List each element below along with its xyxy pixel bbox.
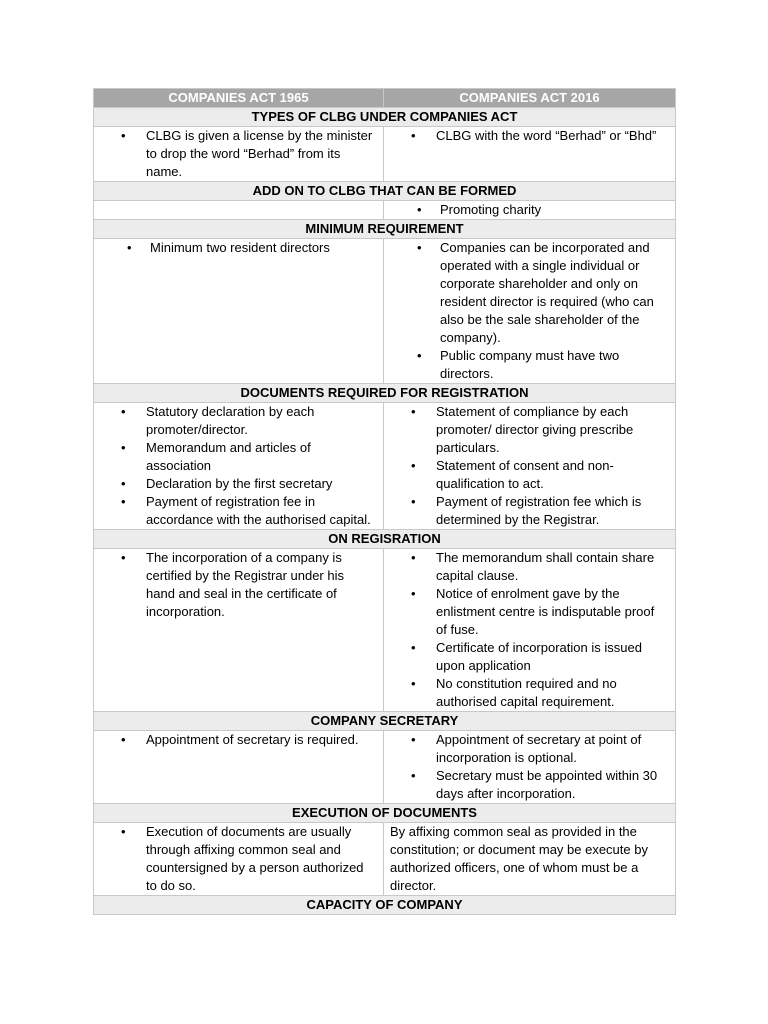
list-item: • Statement of compliance by each promoter/ director giving prescribe particulars. xyxy=(384,403,667,457)
list-item: • Appointment of secretary at point of incorporation is optional. xyxy=(384,731,667,767)
bullet-list xyxy=(384,239,675,383)
section-title-minimum-requirement: MINIMUM REQUIREMENT xyxy=(94,220,676,239)
section-title-row xyxy=(94,896,676,915)
list-item: • Secretary must be appointed within 30 days after incorporation. xyxy=(384,767,667,803)
section-title-row xyxy=(94,804,676,823)
cell-1965 xyxy=(94,549,384,712)
section-title-row xyxy=(94,712,676,731)
list-item: • Memorandum and articles of association xyxy=(94,439,375,475)
cell-2016 xyxy=(384,549,676,712)
list-item: • Promoting charity xyxy=(384,201,667,219)
cell-1965 xyxy=(94,403,384,530)
section-content-row xyxy=(94,201,676,220)
section-title-row xyxy=(94,384,676,403)
section-content-row xyxy=(94,549,676,712)
list-item: • Statement of consent and non-qualification to act. xyxy=(384,457,667,493)
cell-1965 xyxy=(94,127,384,182)
list-item: • Payment of registration fee in accordance with the authorised capital. xyxy=(94,493,375,529)
header-companies-act-1965: COMPANIES ACT 1965 xyxy=(94,89,384,108)
section-title-add-on-to-clbg: ADD ON TO CLBG THAT CAN BE FORMED xyxy=(94,182,676,201)
section-title-documents-required: DOCUMENTS REQUIRED FOR REGISTRATION xyxy=(94,384,676,403)
header-row xyxy=(94,89,676,108)
section-title-capacity-of-company: CAPACITY OF COMPANY xyxy=(94,896,676,915)
bullet-list xyxy=(94,731,383,749)
bullet-list xyxy=(94,403,383,529)
paragraph-text: By affixing common seal as provided in the constitution; or document may be execute by authorized officers, one of whom must be a director. xyxy=(390,824,648,893)
section-title-row xyxy=(94,182,676,201)
list-item: • Statutory declaration by each promoter/director. xyxy=(94,403,375,439)
section-content-row xyxy=(94,731,676,804)
section-content-row xyxy=(94,823,676,896)
section-title-row xyxy=(94,220,676,239)
cell-2016 xyxy=(384,239,676,384)
section-title-execution-of-documents: EXECUTION OF DOCUMENTS xyxy=(94,804,676,823)
cell-2016 xyxy=(384,823,676,896)
cell-2016 xyxy=(384,127,676,182)
list-item: • CLBG is given a license by the minister to drop the word “Berhad” from its name. xyxy=(94,127,375,181)
bullet-list xyxy=(384,127,675,145)
bullet-list xyxy=(94,127,383,181)
section-title-row xyxy=(94,530,676,549)
bullet-list xyxy=(384,201,675,219)
cell-1965 xyxy=(94,731,384,804)
bullet-list xyxy=(384,403,675,529)
bullet-list xyxy=(94,239,383,257)
list-item: • Payment of registration fee which is determined by the Registrar. xyxy=(384,493,667,529)
cell-1965 xyxy=(94,823,384,896)
cell-2016 xyxy=(384,731,676,804)
list-item: • Appointment of secretary is required. xyxy=(94,731,375,749)
section-title-types-of-clbg: TYPES OF CLBG UNDER COMPANIES ACT xyxy=(94,108,676,127)
section-title-company-secretary: COMPANY SECRETARY xyxy=(94,712,676,731)
list-item: • CLBG with the word “Berhad” or “Bhd” xyxy=(384,127,667,145)
list-item: • Certificate of incorporation is issued upon application xyxy=(384,639,667,675)
section-title-on-registration: ON REGISRATION xyxy=(94,530,676,549)
bullet-list xyxy=(384,549,675,711)
list-item: • The memorandum shall contain share capital clause. xyxy=(384,549,667,585)
list-item: • Execution of documents are usually through affixing common seal and countersigned by a person authorized to do so. xyxy=(94,823,375,895)
bullet-list xyxy=(94,823,383,895)
list-item: • The incorporation of a company is certified by the Registrar under his hand and seal in the certificate of incorporation. xyxy=(94,549,375,621)
list-item: • Companies can be incorporated and operated with a single individual or corporate shareholder and only on resident director is required (who can also be the sale shareholder of the company). xyxy=(384,239,667,347)
comparison-table xyxy=(93,88,676,915)
cell-1965-empty xyxy=(94,201,384,220)
header-companies-act-2016: COMPANIES ACT 2016 xyxy=(384,89,676,108)
section-content-row xyxy=(94,403,676,530)
cell-2016 xyxy=(384,403,676,530)
list-item: • Notice of enrolment gave by the enlistment centre is indisputable proof of fuse. xyxy=(384,585,667,639)
section-content-row xyxy=(94,127,676,182)
list-item: • No constitution required and no authorised capital requirement. xyxy=(384,675,667,711)
bullet-list xyxy=(384,731,675,803)
list-item: • Public company must have two directors. xyxy=(384,347,667,383)
section-content-row xyxy=(94,239,676,384)
section-title-row xyxy=(94,108,676,127)
list-item: • Declaration by the first secretary xyxy=(94,475,375,493)
cell-1965 xyxy=(94,239,384,384)
list-item: • Minimum two resident directors xyxy=(94,239,375,257)
cell-2016 xyxy=(384,201,676,220)
bullet-list xyxy=(94,549,383,621)
